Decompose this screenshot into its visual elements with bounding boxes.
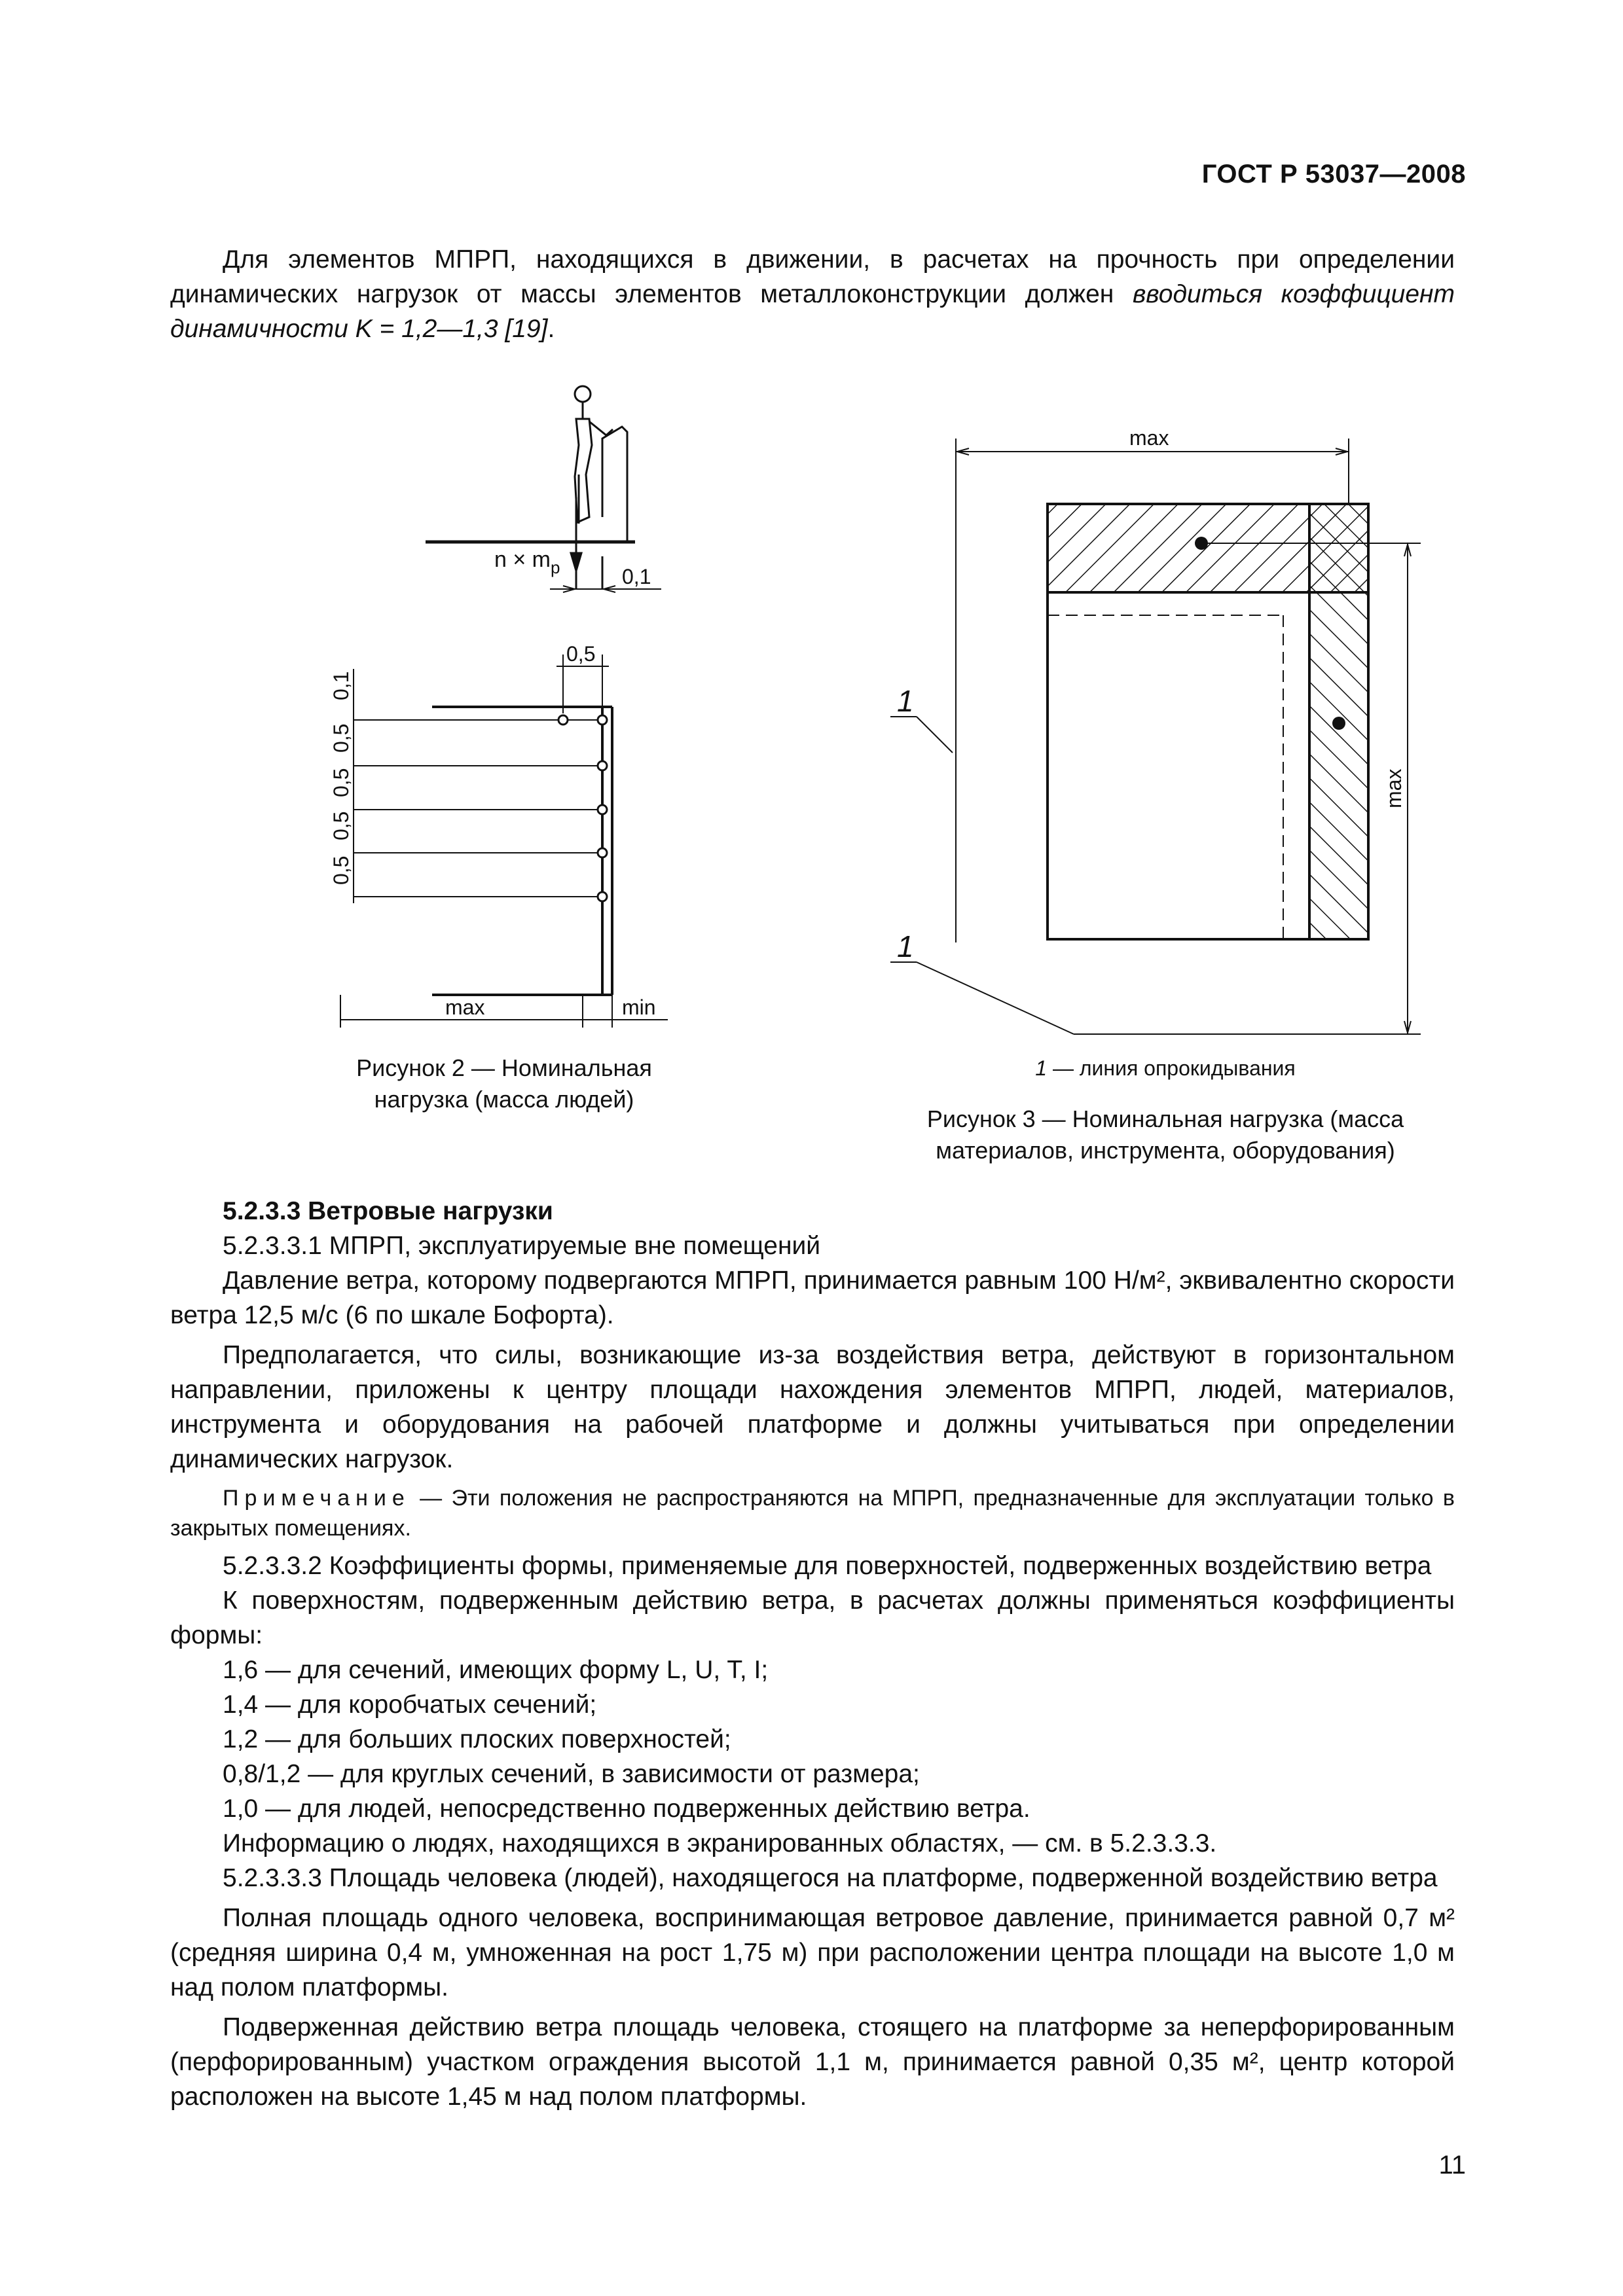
note-text: — Эти положения не распространяются на МПРП, предназначенные для эксплуатации только в закрытых помещениях. — [170, 1486, 1455, 1541]
person-head — [575, 386, 591, 402]
intro-paragraph — [170, 242, 1455, 346]
dim-0-5-left-3: 0,5 — [329, 811, 353, 840]
subsection-3-title: 5.2.3.3.3 Площадь человека (людей), находящегося на платформе, подверженной воздействию ветра — [223, 1864, 1438, 1892]
legend-number: 1 — [1035, 1056, 1048, 1080]
side-load-strip — [1309, 592, 1368, 939]
paragraph-shape-coeffs: К поверхностям, подверженным действию ветра, в расчетах должны применяться коэффициенты формы: — [170, 1587, 1455, 1649]
centroid-dot-side — [1332, 717, 1345, 730]
figure-3-legend — [982, 1052, 1349, 1084]
person-figure — [575, 402, 613, 524]
dim-0-5-left-4: 0,5 — [329, 855, 353, 885]
paragraph-shielded-area: Подверженная действию ветра площадь человека, стоящего на платформе за неперфорированным (перфорированным) участком ограждения высотой 1,1 м, принимается равной 0,35 м², центр которой расположен на высоте 1,45 м над полом платформы. — [170, 2013, 1455, 2111]
figure-2-diagram — [314, 367, 733, 1054]
paragraph-shielded-reference: Информацию о людях, находящихся в экранированных областях, — см. в 5.2.3.3.3. — [223, 1829, 1217, 1857]
figure-2-caption-line1: Рисунок 2 — Номинальная — [356, 1054, 652, 1081]
intro-text: Для элементов МПРП, находящихся в движении, в расчетах на прочность при определении динамических нагрузок от массы элементов металлоконструкции должен — [170, 245, 1455, 308]
list-item-3: 1,2 — для больших плоских поверхностей; — [223, 1725, 731, 1753]
dim-0-5-top: 0,5 — [566, 642, 596, 666]
legend-text: — линия опрокидывания — [1052, 1056, 1296, 1080]
figure-3-diagram — [877, 419, 1467, 1047]
note-label: Примечание — [223, 1486, 410, 1511]
section-body — [170, 1194, 1455, 2114]
dim-0-1-top: 0,1 — [622, 565, 651, 588]
dim-0-5-left-2: 0,5 — [329, 768, 353, 797]
note — [170, 1483, 1455, 1543]
figure-2-caption — [321, 1052, 687, 1115]
list-item-4: 0,8/1,2 — для круглых сечений, в зависимости от размера; — [223, 1760, 920, 1788]
paragraph-person-area: Полная площадь одного человека, воспринимающая ветровое давление, принимается равной 0,7 м² (средняя ширина 0,4 м, умноженная на рост 1,75 м) при расположении центра площади на высоте 1,0 м над полом платформы. — [170, 1904, 1455, 2001]
load-label: $n \times m_p$ — [494, 547, 560, 577]
list-item-1: 1,6 — для сечений, имеющих форму L, U, T, I; — [223, 1656, 769, 1684]
subsection-1-title: 5.2.3.3.1 МПРП, эксплуатируемые вне помещений — [223, 1232, 821, 1260]
list-item-2: 1,4 — для коробчатых сечений; — [223, 1691, 597, 1719]
list-item-5: 1,0 — для людей, непосредственно подверженных действию ветра. — [223, 1795, 1030, 1823]
subsection-2-title: 5.2.3.3.2 Коэффициенты формы, применяемые для поверхностей, подверженных воздействию ветра — [223, 1552, 1432, 1580]
dim-0-5-left-1: 0,5 — [329, 723, 353, 753]
intro-end: . — [547, 315, 555, 343]
dim-max-top: max — [1129, 426, 1169, 450]
front-load-strip — [1048, 504, 1309, 592]
dim-min-label: min — [622, 996, 656, 1019]
paragraph-wind-pressure: Давление ветра, которому подвергаются МПРП, принимается равным 100 Н/м², эквивалентно скорости ветра 12,5 м/с (6 по шкале Бофорта). — [170, 1266, 1455, 1329]
dim-max-right: max — [1382, 768, 1406, 808]
page-number: 11 — [1438, 2151, 1466, 2179]
figure-3-caption — [903, 1103, 1427, 1166]
dim-max-label: max — [445, 996, 485, 1019]
paragraph-forces: Предполагается, что силы, возникающие из-за воздействия ветра, действуют в горизонтальном направлении, приложены к центру площади нахождения элементов МПРП, людей, материалов, инструмента и оборудования на рабочей платформе и должны учитываться при определении динамических нагрузок. — [170, 1341, 1455, 1473]
dim-0-1-left: 0,1 — [329, 671, 353, 700]
figure-2-caption-line2: нагрузка (масса людей) — [374, 1086, 634, 1113]
callout-1-lower: 1 — [897, 929, 914, 963]
section-title: 5.2.3.3 Ветровые нагрузки — [223, 1197, 553, 1225]
figure-3-caption-line1: Рисунок 3 — Номинальная нагрузка (масса — [926, 1105, 1404, 1132]
document-code: ГОСТ Р 53037—2008 — [1201, 160, 1466, 188]
callout-1-upper: 1 — [897, 684, 914, 718]
intro-italic-text: вводиться коэффициент динамичности K = 1,2—1,3 [19] — [170, 280, 1455, 343]
railing-panel — [602, 427, 627, 542]
figure-3-caption-line2: материалов, инструмента, оборудования) — [936, 1137, 1395, 1164]
